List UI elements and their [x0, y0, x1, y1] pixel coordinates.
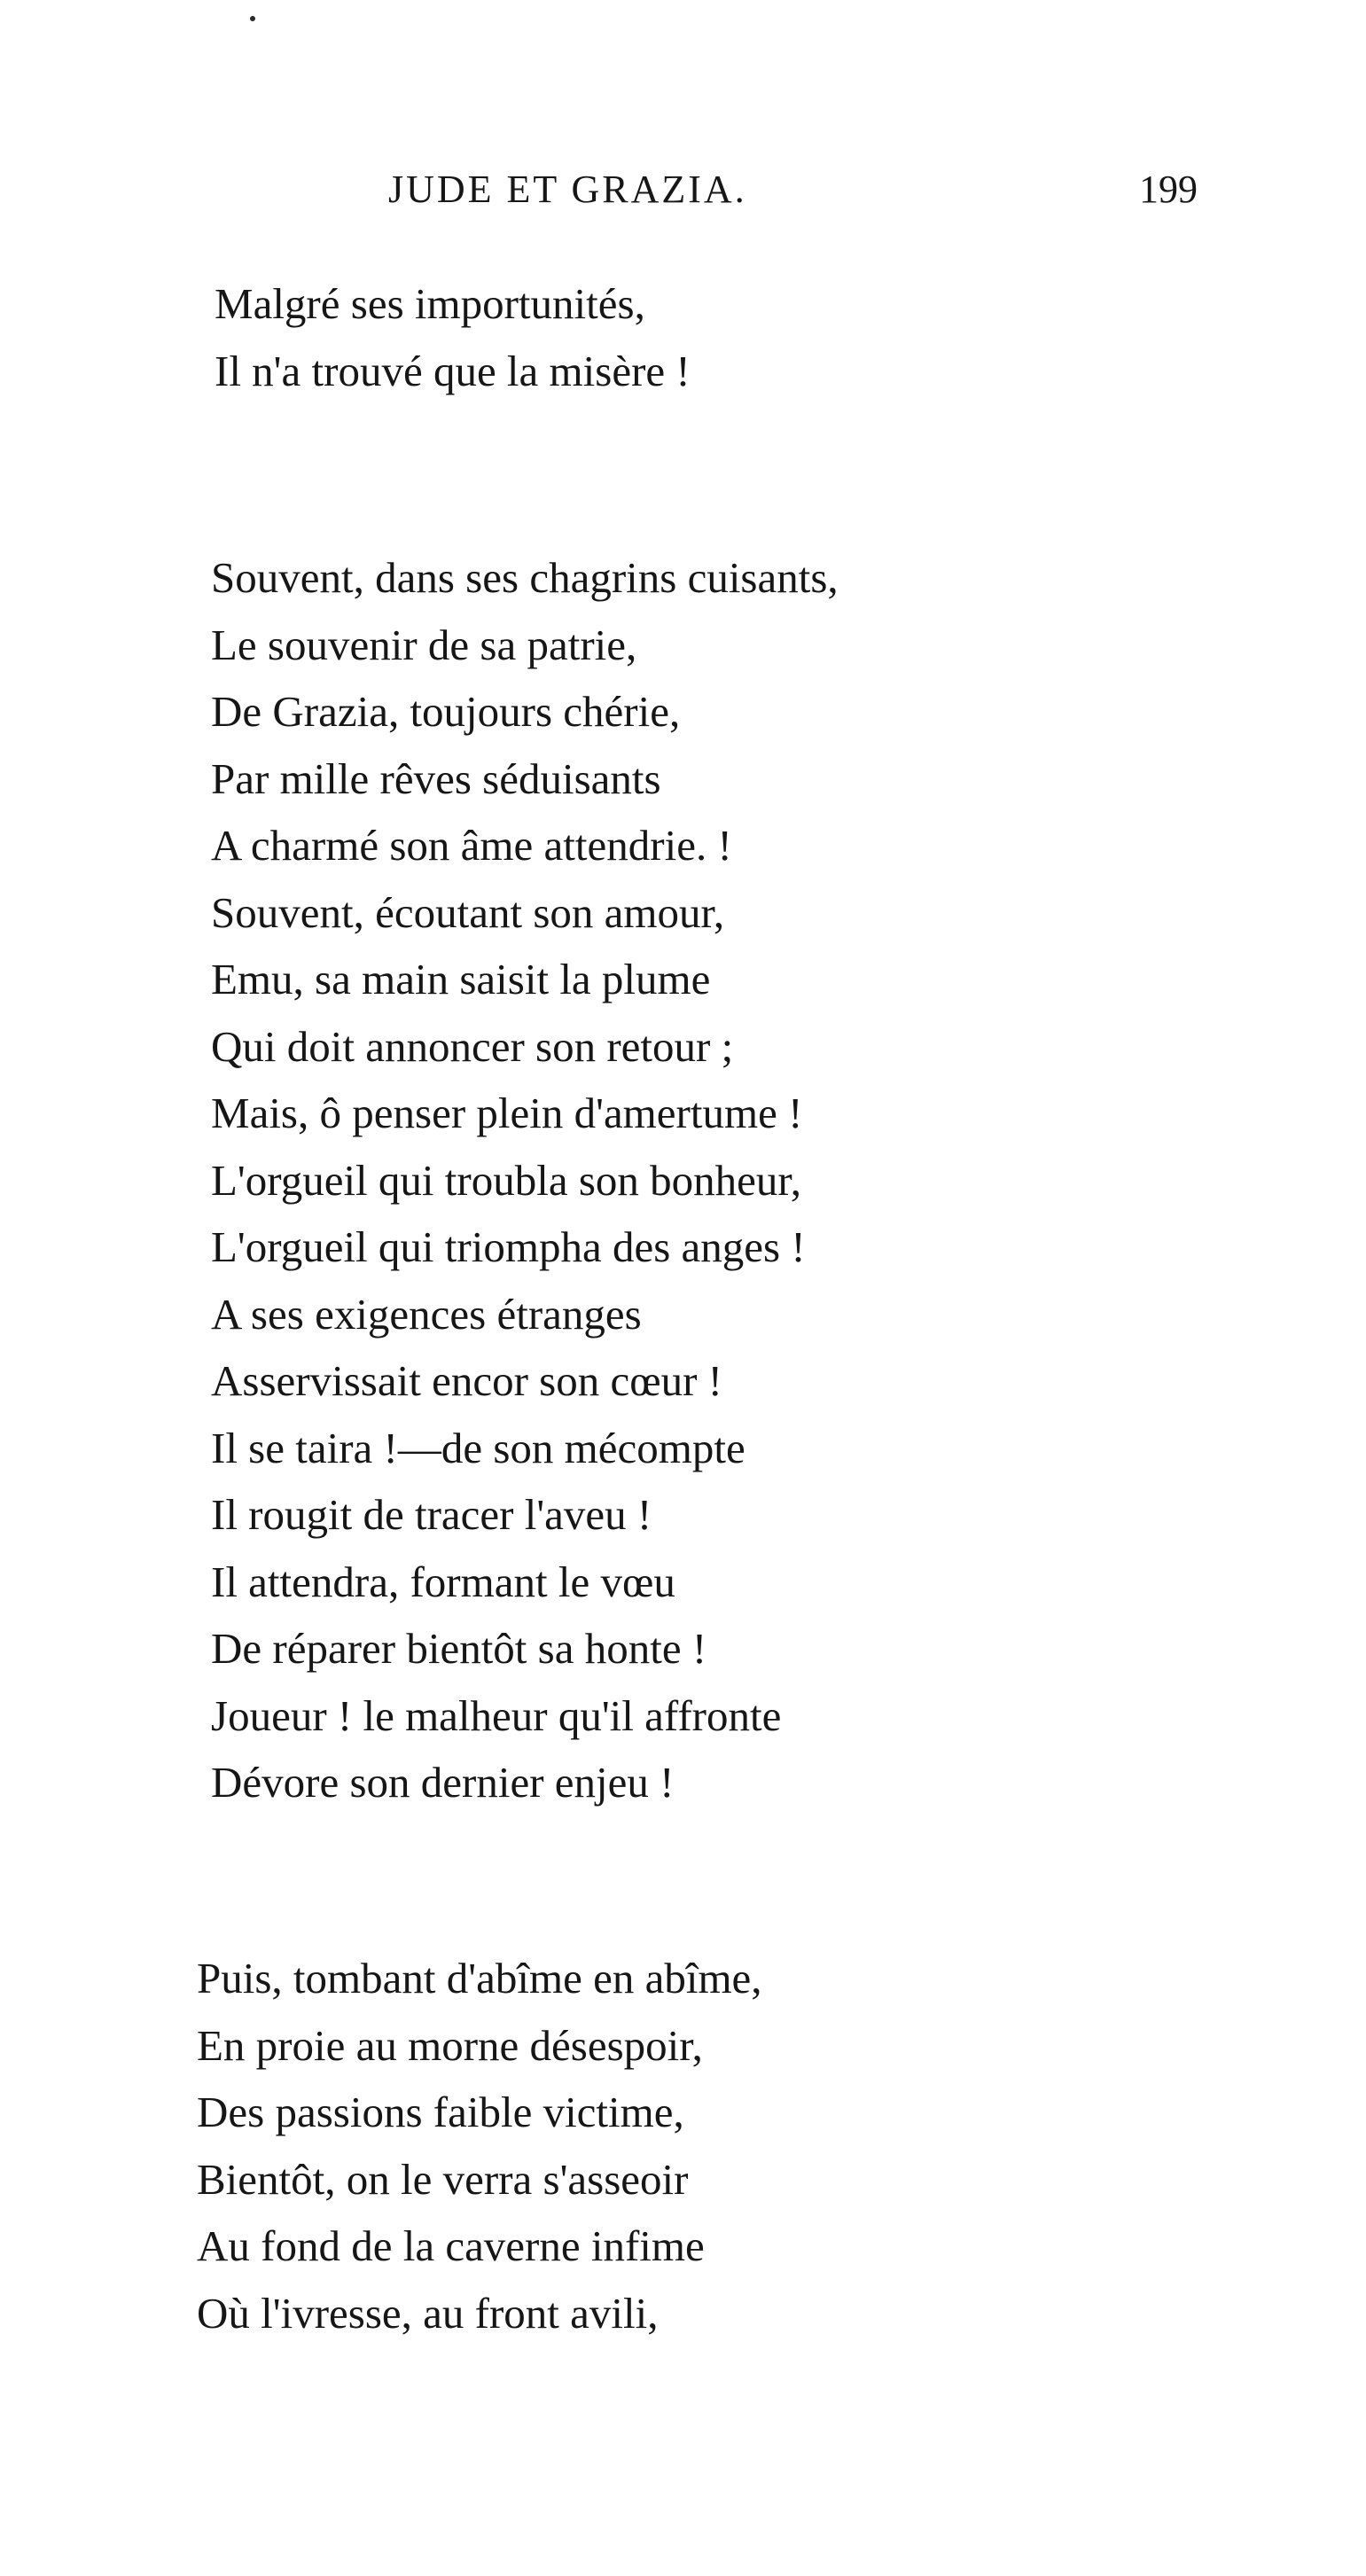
verse-line: A ses exigences étranges: [211, 1289, 642, 1339]
verse-line: Il n'a trouvé que la misère !: [215, 346, 691, 395]
verse-line: Dévore son dernier enjeu !: [211, 1758, 675, 1807]
verse-line: Il rougit de tracer l'aveu !: [211, 1490, 652, 1539]
verse-line: Des passions faible victime,: [197, 2088, 684, 2136]
verse-line: Joueur ! le malheur qu'il affronte: [211, 1690, 782, 1740]
verse-line: De Grazia, toujours chérie,: [211, 687, 681, 736]
stanza-2: [211, 544, 839, 1816]
verse-line: L'orgueil qui troubla son bonheur,: [211, 1155, 801, 1205]
verse-line: Par mille rêves séduisants: [211, 753, 661, 803]
stanza-1: [215, 270, 691, 404]
verse-line: Il se taira !—de son mécompte: [211, 1423, 745, 1472]
verse-line: Où l'ivresse, au front avili,: [197, 2288, 659, 2338]
running-head: [0, 158, 1366, 220]
verse-line: Souvent, écoutant son amour,: [211, 887, 725, 937]
verse-line: Le souvenir de sa patrie,: [211, 620, 637, 669]
verse-line: A charmé son âme attendrie. !: [211, 821, 732, 870]
verse-line: Il attendra, formant le vœu: [211, 1557, 675, 1606]
verse-line: Asservissait encor son cœur !: [211, 1356, 722, 1405]
verse-line: Mais, ô penser plein d'amertume !: [211, 1089, 803, 1137]
stanza-3: [197, 1945, 762, 2346]
verse-line: En proie au morne désespoir,: [197, 2020, 703, 2070]
verse-line: Puis, tombant d'abîme en abîme,: [197, 1954, 762, 2002]
verse-line: Malgré ses importunités,: [215, 279, 645, 328]
page-number: 199: [1139, 168, 1198, 211]
verse-line: Au fond de la caverne infime: [197, 2221, 705, 2270]
verse-line: Qui doit annoncer son retour ;: [211, 1021, 734, 1071]
ink-speck: [250, 16, 255, 21]
running-title: JUDE ET GRAZIA.: [388, 168, 747, 211]
verse-line: Souvent, dans ses chagrins cuisants,: [211, 553, 839, 602]
verse-line: L'orgueil qui triompha des anges !: [211, 1222, 806, 1271]
verse-line: Emu, sa main saisit la plume: [211, 955, 711, 1003]
verse-line: Bientôt, on le verra s'asseoir: [197, 2154, 689, 2204]
verse-line: De réparer bientôt sa honte !: [211, 1624, 707, 1673]
